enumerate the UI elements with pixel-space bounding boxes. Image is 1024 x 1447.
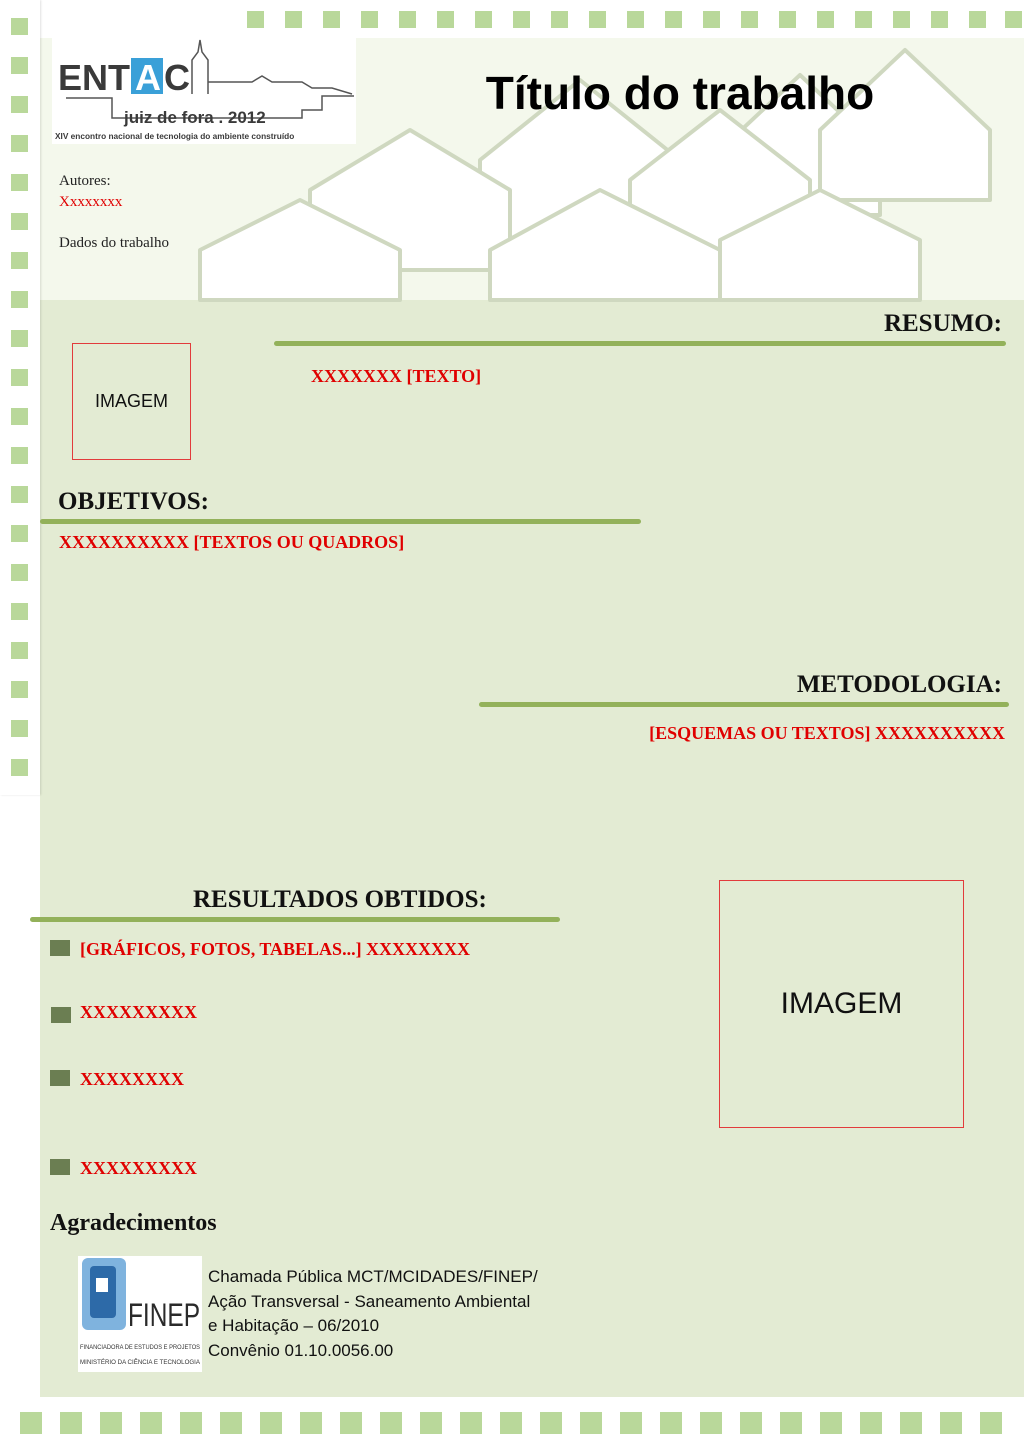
objetivos-text: XXXXXXXXXX [TEXTOS OU QUADROS] (59, 532, 405, 552)
data-label: Dados do trabalho (59, 235, 169, 251)
bullet-square (50, 1159, 70, 1175)
finep-name: FINEP (128, 1297, 200, 1333)
resumo-divider (274, 341, 1006, 346)
logo-part1: ENT (58, 57, 130, 98)
bullet-square (51, 1007, 71, 1023)
finep-logo-graphic (78, 1256, 207, 1372)
funding-line: Chamada Pública MCT/MCIDADES/FINEP/ (208, 1267, 538, 1286)
logo-part3: C (164, 57, 190, 98)
metodologia-text: [ESQUEMAS OU TEXTOS] XXXXXXXXXX (649, 723, 1005, 743)
resultados-heading: RESULTADOS OBTIDOS: (193, 886, 487, 913)
resultados-divider (30, 917, 560, 922)
result-item-4: XXXXXXXXX (80, 1158, 197, 1178)
metodologia-divider (479, 702, 1009, 707)
result-item-1: [GRÁFICOS, FOTOS, TABELAS...] XXXXXXXX (80, 939, 471, 959)
finep-sub1: FINANCIADORA DE ESTUDOS E PROJETOS (80, 1344, 201, 1351)
finep-sub2: MINISTÉRIO DA CIÊNCIA E TECNOLOGIA (80, 1359, 207, 1366)
result-item-3: XXXXXXXX (80, 1069, 184, 1089)
logo-city: juiz de fora . 2012 (124, 108, 266, 127)
resumo-image-placeholder: IMAGEM (72, 343, 191, 460)
finep-emblem-window (96, 1278, 108, 1292)
bullet-square (50, 1070, 70, 1086)
resumo-text: XXXXXXX [TEXTO] (311, 366, 482, 386)
agradecimentos-heading: Agradecimentos (50, 1210, 217, 1236)
objetivos-heading: OBJETIVOS: (58, 488, 209, 515)
finep-logo (78, 1256, 207, 1372)
page-title: Título do trabalho (485, 67, 875, 119)
left-border-strip (0, 0, 40, 795)
objetivos-divider (40, 519, 641, 524)
authors-label: Autores: (59, 173, 111, 189)
result-item-2: XXXXXXXXX (80, 1002, 197, 1022)
entac-logo-graphic (52, 38, 356, 144)
funding-line: e Habitação – 06/2010 (208, 1316, 380, 1335)
resultados-image-placeholder: IMAGEM (719, 880, 964, 1128)
funding-info (208, 1265, 538, 1363)
entac-logo (52, 38, 356, 144)
logo-subtitle: XIV encontro nacional de tecnologia do ambiente construído (55, 131, 295, 141)
resumo-heading: RESUMO: (883, 310, 1002, 337)
metodologia-heading: METODOLOGIA: (796, 671, 1002, 698)
bullet-square (50, 940, 70, 956)
logo-part2: A (135, 57, 161, 98)
funding-line: Ação Transversal - Saneamento Ambiental (208, 1291, 531, 1311)
funding-line: Convênio 01.10.0056.00 (208, 1340, 394, 1360)
authors-value: Xxxxxxxx (59, 194, 123, 210)
